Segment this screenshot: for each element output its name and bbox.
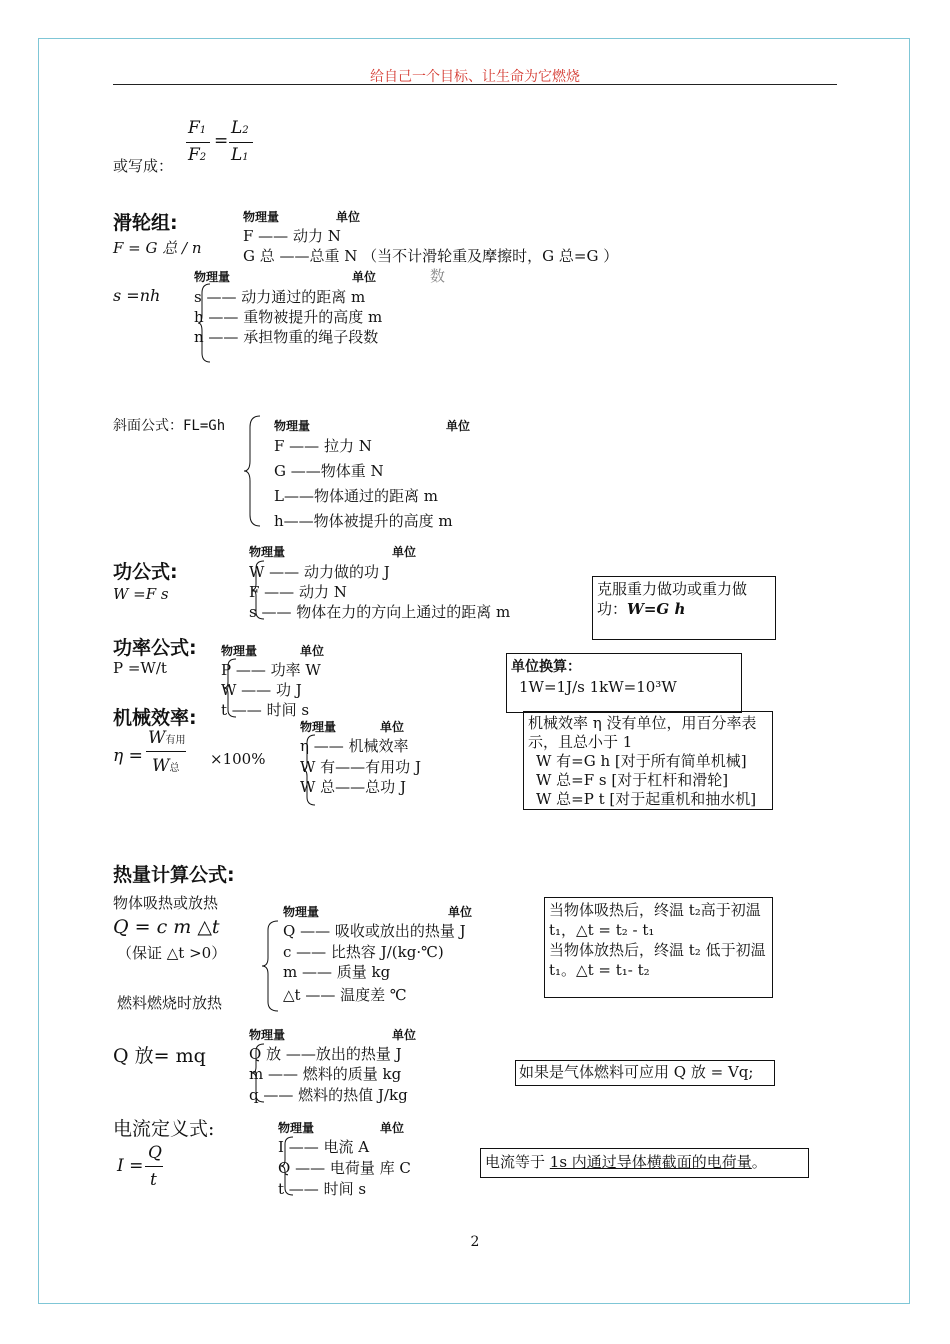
work-header-qty: 物理量: [249, 545, 286, 559]
fuel-row-m: m —— 燃料的质量 kg: [249, 1065, 402, 1083]
pulley-header2-unit: 单位: [352, 270, 377, 284]
current-header-qty: 物理量: [278, 1121, 315, 1135]
pulley-row-force: F —— 动力 N: [243, 227, 341, 245]
gas-fuel-box: 如果是气体燃料可应用 Q 放 = Vq;: [515, 1060, 775, 1086]
power-title: 功率公式:: [113, 637, 197, 659]
heat-subtitle-absorb: 物体吸热或放热: [113, 894, 219, 912]
incline-row-height: h——物体被提升的高度 m: [274, 512, 453, 530]
power-formula: P =W/t: [113, 659, 167, 677]
incline-row-distance: L——物体通过的距离 m: [274, 487, 438, 505]
heat-row-dt: △t —— 温度差 ℃: [283, 986, 407, 1004]
pulley-row-segments: n —— 承担物重的绳子段数: [194, 328, 379, 346]
pulley-header2-qty: 物理量: [194, 270, 231, 284]
efficiency-denominator: W总: [152, 756, 180, 776]
efficiency-numerator: W有用: [148, 728, 186, 748]
lever-frac-bar-right: [229, 142, 253, 143]
incline-brace-icon: [244, 415, 262, 527]
lever-num-left: F1: [188, 118, 207, 138]
current-row-i: I —— 电流 A: [278, 1138, 370, 1156]
heat-header-qty: 物理量: [283, 905, 320, 919]
pulley-header-unit: 单位: [336, 210, 361, 224]
lever-equals: =: [214, 131, 229, 151]
current-row-q: Q —— 电荷量 库 C: [278, 1159, 411, 1177]
efficiency-header-qty: 物理量: [300, 720, 337, 734]
heat-row-q: Q —— 吸收或放出的热量 J: [283, 922, 466, 940]
heat-header-unit: 单位: [448, 905, 473, 919]
efficiency-row-eta: η —— 机械效率: [300, 737, 409, 755]
current-row-t: t —— 时间 s: [278, 1180, 367, 1198]
current-i-eq: I =: [117, 1156, 144, 1176]
pulley-formula-1: F = G 总 / n: [113, 239, 202, 257]
pulley-row-total-weight: G 总 ——总重 N （当不计滑轮重及摩擦时，G 总=G ）: [243, 247, 619, 265]
fuel-heat-formula: Q 放= mq: [113, 1045, 206, 1067]
efficiency-row-useful: W 有——有用功 J: [300, 758, 421, 776]
heat-subtitle-fuel: 燃料燃烧时放热: [117, 994, 223, 1012]
power-header-unit: 单位: [300, 644, 325, 658]
lever-num-right: L2: [231, 118, 249, 138]
fuel-row-q-value: q —— 燃料的热值 J/kg: [249, 1086, 408, 1104]
pulley-ghost-text: 数: [430, 267, 446, 285]
heat-row-m: m —— 质量 kg: [283, 963, 391, 981]
heat-title: 热量计算公式:: [113, 864, 235, 886]
efficiency-eta: η =: [113, 746, 143, 766]
heat-brace-icon: [262, 920, 280, 1012]
header-rule: [113, 84, 837, 85]
power-row-power: P —— 功率 W: [221, 661, 321, 679]
efficiency-title: 机械效率:: [113, 707, 197, 729]
lever-den-right: L1: [231, 145, 249, 165]
heat-row-c: c —— 比热容 J/(kg·℃): [283, 943, 444, 961]
pulley-row-distance: s —— 动力通过的距离 m: [194, 288, 366, 306]
work-row-work: W —— 动力做的功 J: [249, 563, 390, 581]
header-motto: 给自己一个目标、让生命为它燃烧: [370, 69, 580, 85]
incline-header-unit: 单位: [446, 419, 471, 433]
work-title: 功公式:: [113, 561, 178, 583]
efficiency-note-box: 机械效率 η 没有单位，用百分率表示，且总小于 1 W 有=G h [对于所有简单机械] W 总=F s [对于杠杆和滑轮] W 总=P t [对于起重机和抽水机]: [523, 711, 773, 810]
efficiency-frac-bar: [146, 751, 186, 752]
fuel-header-unit: 单位: [392, 1028, 417, 1042]
work-row-distance: s —— 物体在力的方向上通过的距离 m: [249, 603, 511, 621]
fuel-row-q: Q 放 ——放出的热量 J: [249, 1045, 402, 1063]
current-frac-bar: [145, 1166, 163, 1167]
current-denominator: t: [150, 1170, 157, 1190]
incline-formula: 斜面公式：FL=Gh: [113, 418, 226, 434]
pulley-header-qty: 物理量: [243, 210, 280, 224]
fuel-header-qty: 物理量: [249, 1028, 286, 1042]
current-numerator: Q: [148, 1143, 162, 1163]
power-row-work: W —— 功 J: [221, 681, 302, 699]
heat-guarantee: （保证 △t >0）: [117, 944, 227, 962]
current-header-unit: 单位: [380, 1121, 405, 1135]
gravity-work-note: 克服重力做功或重力做功：W=G h: [592, 576, 776, 640]
or-write-label: 或写成：: [113, 157, 174, 175]
efficiency-times: ×100%: [210, 750, 266, 768]
current-title: 电流定义式:: [113, 1118, 215, 1140]
heat-formula: Q = c m △t: [113, 916, 220, 938]
work-formula: W =F s: [113, 585, 169, 603]
efficiency-header-unit: 单位: [380, 720, 405, 734]
heat-temperature-box: 当物体吸热后，终温 t₂高于初温 t₁，△t = t₂ - t₁ 当物体放热后，终温 t₂ 低于初温 t₁。△t = t₁- t₂: [544, 897, 773, 998]
pulley-title: 滑轮组:: [113, 212, 178, 234]
power-row-time: t —— 时间 s: [221, 701, 310, 719]
incline-header-qty: 物理量: [274, 419, 311, 433]
pulley-row-height: h —— 重物被提升的高度 m: [194, 308, 383, 326]
work-header-unit: 单位: [392, 545, 417, 559]
power-header-qty: 物理量: [221, 644, 258, 658]
lever-den-left: F2: [188, 145, 207, 165]
current-definition-box: 电流等于 1s 内通过导体横截面的电荷量。: [480, 1148, 809, 1178]
lever-frac-bar-left: [186, 142, 210, 143]
incline-row-weight: G ——物体重 N: [274, 462, 384, 480]
pulley-formula-2: s =nh: [113, 286, 161, 305]
unit-conversion-box: 单位换算： 1W=1J/s 1kW=10³W: [506, 653, 742, 713]
page-number: 2: [470, 1234, 480, 1250]
incline-row-pull: F —— 拉力 N: [274, 437, 372, 455]
work-row-force: F —— 动力 N: [249, 583, 347, 601]
efficiency-row-total: W 总——总功 J: [300, 778, 406, 796]
